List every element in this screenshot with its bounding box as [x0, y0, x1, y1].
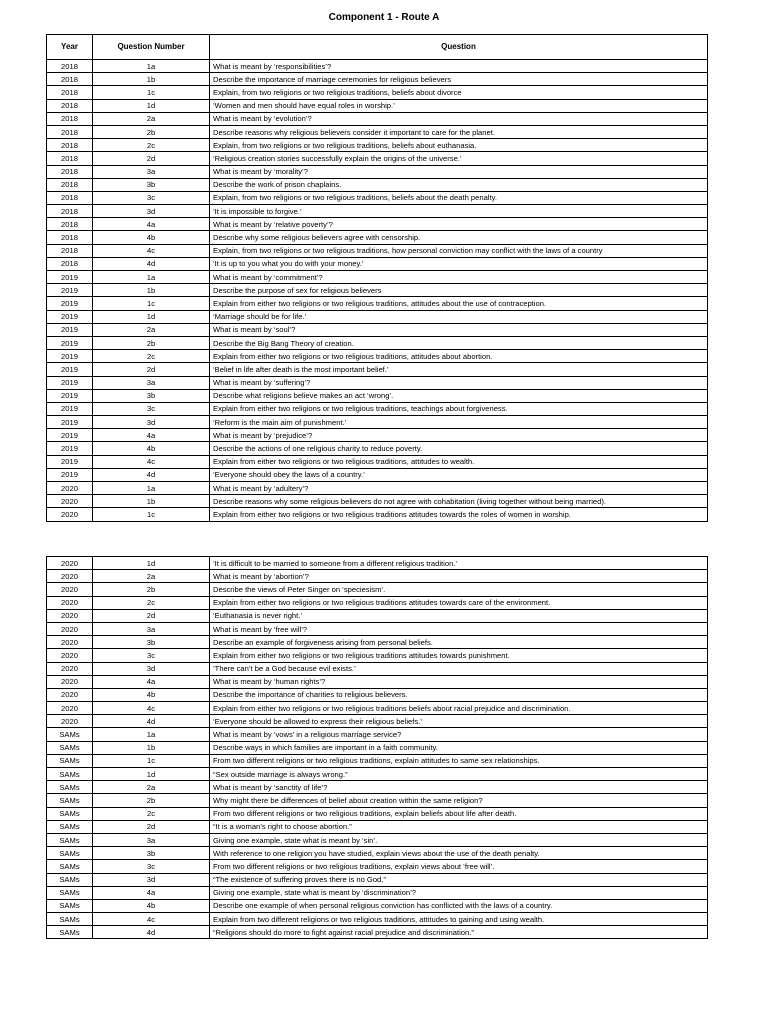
year-cell: 2020: [47, 622, 93, 635]
question-number-cell: 1b: [93, 495, 210, 508]
year-header: Year: [47, 35, 93, 60]
question-cell: Describe an example of forgiveness arising from personal beliefs.: [210, 636, 708, 649]
year-cell: 2019: [47, 416, 93, 429]
year-cell: 2018: [47, 231, 93, 244]
question-cell: ‘Marriage should be for life.’: [210, 310, 708, 323]
year-cell: SAMs: [47, 860, 93, 873]
table-row: [47, 297, 708, 310]
question-cell: “It is a woman’s right to choose abortion.”: [210, 820, 708, 833]
question-cell: From two different religions or two religious traditions, explain views about ‘free will’.: [210, 860, 708, 873]
question-cell: What is meant by ‘abortion’?: [210, 570, 708, 583]
table-row: [47, 73, 708, 86]
question-number-cell: 4d: [93, 257, 210, 270]
year-cell: 2018: [47, 125, 93, 138]
questions-table-2: [46, 556, 708, 939]
question-cell: “Religions should do more to fight against racial prejudice and discrimination.”: [210, 926, 708, 939]
question-number-cell: 4b: [93, 231, 210, 244]
question-number-cell: 2b: [93, 336, 210, 349]
table-row: [47, 231, 708, 244]
year-cell: 2020: [47, 675, 93, 688]
question-number-cell: 2d: [93, 363, 210, 376]
year-cell: 2020: [47, 596, 93, 609]
year-cell: SAMs: [47, 899, 93, 912]
table-row: [47, 622, 708, 635]
question-number-cell: 3b: [93, 178, 210, 191]
question-number-cell: 4a: [93, 675, 210, 688]
question-cell: What is meant by ‘vows’ in a religious marriage service?: [210, 728, 708, 741]
question-cell: Describe the purpose of sex for religious believers: [210, 284, 708, 297]
table-row: [47, 429, 708, 442]
table-row: [47, 257, 708, 270]
page-title: Component 1 - Route A: [328, 12, 440, 23]
year-cell: 2020: [47, 609, 93, 622]
year-cell: 2019: [47, 468, 93, 481]
question-cell: Explain from either two religions or two religious traditions attitudes towards the roles of women in worship.: [210, 508, 708, 521]
table-row: [47, 389, 708, 402]
year-cell: 2020: [47, 715, 93, 728]
table-row: [47, 833, 708, 846]
question-cell: Explain, from two religions or two religious traditions, beliefs about the death penalty.: [210, 191, 708, 204]
question-number-cell: 3a: [93, 165, 210, 178]
question-cell: What is meant by ‘evolution’?: [210, 112, 708, 125]
year-cell: 2020: [47, 688, 93, 701]
table-row: [47, 583, 708, 596]
year-cell: SAMs: [47, 873, 93, 886]
question-number-cell: 3c: [93, 402, 210, 415]
question-cell: Explain, from two religions or two religious traditions, how personal conviction may conflict with the laws of a country: [210, 244, 708, 257]
year-cell: 2018: [47, 205, 93, 218]
question-number-cell: 2d: [93, 609, 210, 622]
question-cell: Explain from two different religions or two religious traditions, attitudes to gaining and using wealth.: [210, 913, 708, 926]
question-cell: ‘It is up to you what you do with your money.’: [210, 257, 708, 270]
table-row: [47, 508, 708, 521]
table-row: [47, 363, 708, 376]
question-number-cell: 2a: [93, 781, 210, 794]
year-cell: SAMs: [47, 768, 93, 781]
table-row: [47, 860, 708, 873]
question-number-cell: 4d: [93, 926, 210, 939]
year-cell: 2019: [47, 442, 93, 455]
question-number-cell: 4b: [93, 899, 210, 912]
question-number-cell: 4a: [93, 218, 210, 231]
year-cell: 2018: [47, 139, 93, 152]
question-cell: Explain from either two religions or two religious traditions attitudes towards care of the environment.: [210, 596, 708, 609]
question-cell: Explain from either two religions or two religious traditions attitudes towards punishment.: [210, 649, 708, 662]
question-number-cell: 2a: [93, 323, 210, 336]
question-cell: Explain from either two religions or two religious traditions, attitudes to wealth.: [210, 455, 708, 468]
question-number-cell: 2b: [93, 125, 210, 138]
table-row: [47, 152, 708, 165]
year-cell: 2019: [47, 323, 93, 336]
table-row: [47, 495, 708, 508]
question-cell: From two different religions or two religious traditions, explain attitudes to same sex relationships.: [210, 754, 708, 767]
question-cell: What is meant by ‘commitment’?: [210, 271, 708, 284]
table-row: [47, 820, 708, 833]
year-cell: 2019: [47, 297, 93, 310]
question-number-cell: 1c: [93, 297, 210, 310]
question-number-cell: 2b: [93, 583, 210, 596]
question-number-cell: 3b: [93, 389, 210, 402]
table-row: [47, 781, 708, 794]
table-row: [47, 807, 708, 820]
question-number-cell: 3d: [93, 205, 210, 218]
question-number-cell: 3d: [93, 416, 210, 429]
year-cell: SAMs: [47, 913, 93, 926]
question-number-cell: 1b: [93, 741, 210, 754]
year-cell: 2020: [47, 482, 93, 495]
year-cell: 2019: [47, 376, 93, 389]
questions-table-1: [46, 34, 708, 522]
question-cell: ‘Everyone should be allowed to express their religious beliefs.’: [210, 715, 708, 728]
question-cell: Describe reasons why religious believers consider it important to care for the planet.: [210, 125, 708, 138]
question-number-cell: 3a: [93, 833, 210, 846]
year-cell: SAMs: [47, 820, 93, 833]
question-cell: What is meant by ‘human rights’?: [210, 675, 708, 688]
question-number-cell: 1a: [93, 60, 210, 73]
year-cell: 2018: [47, 165, 93, 178]
table-header-row: [47, 35, 708, 60]
question-cell: Describe reasons why some religious believers do not agree with cohabitation (living together without being married).: [210, 495, 708, 508]
question-cell: What is meant by ‘prejudice’?: [210, 429, 708, 442]
question-number-cell: 4c: [93, 244, 210, 257]
year-cell: 2018: [47, 244, 93, 257]
question-number-cell: 2b: [93, 794, 210, 807]
question-cell: Why might there be differences of belief about creation within the same religion?: [210, 794, 708, 807]
table-row: [47, 728, 708, 741]
table-row: [47, 662, 708, 675]
question-cell: ‘It is difficult to be married to someone from a different religious tradition.’: [210, 557, 708, 570]
question-number-cell: 1c: [93, 508, 210, 521]
question-number-cell: 2c: [93, 350, 210, 363]
question-number-cell: 3c: [93, 191, 210, 204]
year-cell: SAMs: [47, 847, 93, 860]
table-row: [47, 596, 708, 609]
question-number-header: Question Number: [93, 35, 210, 60]
table-row: [47, 675, 708, 688]
year-cell: SAMs: [47, 741, 93, 754]
question-number-cell: 4c: [93, 455, 210, 468]
year-cell: SAMs: [47, 807, 93, 820]
table-row: [47, 416, 708, 429]
question-cell: What is meant by ‘adultery’?: [210, 482, 708, 495]
year-cell: 2018: [47, 218, 93, 231]
table-row: [47, 926, 708, 939]
question-cell: Explain, from two religions or two religious traditions, beliefs about euthanasia.: [210, 139, 708, 152]
questions-table-1-body: [47, 60, 708, 522]
question-cell: Explain from either two religions or two religious traditions, attitudes about the use of contraception.: [210, 297, 708, 310]
question-number-cell: 2a: [93, 112, 210, 125]
year-cell: SAMs: [47, 794, 93, 807]
question-number-cell: 4b: [93, 688, 210, 701]
year-cell: 2020: [47, 570, 93, 583]
question-number-cell: 4a: [93, 429, 210, 442]
year-cell: 2020: [47, 662, 93, 675]
table-row: [47, 688, 708, 701]
question-number-cell: 3d: [93, 873, 210, 886]
question-cell: “Sex outside marriage is always wrong.”: [210, 768, 708, 781]
table-row: [47, 886, 708, 899]
question-number-cell: 4d: [93, 468, 210, 481]
year-cell: 2018: [47, 60, 93, 73]
question-number-cell: 2c: [93, 596, 210, 609]
year-cell: SAMs: [47, 926, 93, 939]
table-row: [47, 768, 708, 781]
question-cell: What is meant by ‘responsibilities’?: [210, 60, 708, 73]
table-row: [47, 913, 708, 926]
question-number-cell: 3c: [93, 860, 210, 873]
table-row: [47, 402, 708, 415]
year-cell: 2019: [47, 271, 93, 284]
question-number-cell: 1a: [93, 271, 210, 284]
question-number-cell: 1b: [93, 284, 210, 297]
table-row: [47, 271, 708, 284]
question-number-cell: 3b: [93, 636, 210, 649]
question-number-cell: 4a: [93, 886, 210, 899]
question-number-cell: 1c: [93, 754, 210, 767]
table-row: [47, 649, 708, 662]
question-cell: Describe the importance of charities to religious believers.: [210, 688, 708, 701]
table-row: [47, 323, 708, 336]
table-row: [47, 376, 708, 389]
question-cell: What is meant by ‘suffering’?: [210, 376, 708, 389]
table-row: [47, 125, 708, 138]
question-number-cell: 4d: [93, 715, 210, 728]
table-row: [47, 754, 708, 767]
table-row: [47, 468, 708, 481]
question-cell: Describe the Big Bang Theory of creation.: [210, 336, 708, 349]
question-number-cell: 3a: [93, 376, 210, 389]
year-cell: 2020: [47, 702, 93, 715]
question-cell: What is meant by ‘relative poverty’?: [210, 218, 708, 231]
year-cell: 2019: [47, 363, 93, 376]
question-number-cell: 2a: [93, 570, 210, 583]
year-cell: SAMs: [47, 833, 93, 846]
question-cell: Describe the work of prison chaplains.: [210, 178, 708, 191]
question-number-cell: 1a: [93, 728, 210, 741]
table-row: [47, 455, 708, 468]
question-number-cell: 3b: [93, 847, 210, 860]
question-cell: ‘It is impossible to forgive.’: [210, 205, 708, 218]
year-cell: 2020: [47, 495, 93, 508]
year-cell: SAMs: [47, 886, 93, 899]
question-number-cell: 3c: [93, 649, 210, 662]
table-row: [47, 336, 708, 349]
question-number-cell: 3d: [93, 662, 210, 675]
questions-table-2-body: [47, 557, 708, 939]
table-row: [47, 86, 708, 99]
question-cell: What is meant by ‘soul’?: [210, 323, 708, 336]
year-cell: 2018: [47, 86, 93, 99]
year-cell: 2018: [47, 112, 93, 125]
table-row: [47, 350, 708, 363]
question-cell: Describe why some religious believers agree with censorship.: [210, 231, 708, 244]
table-row: [47, 442, 708, 455]
table-row: [47, 715, 708, 728]
table-row: [47, 636, 708, 649]
question-number-cell: 2c: [93, 807, 210, 820]
question-cell: Describe what religions believe makes an act ‘wrong’.: [210, 389, 708, 402]
table-row: [47, 310, 708, 323]
question-cell: Explain from either two religions or two religious traditions, teachings about forgiveness.: [210, 402, 708, 415]
table-row: [47, 165, 708, 178]
year-cell: 2020: [47, 583, 93, 596]
table-row: [47, 873, 708, 886]
table-row: [47, 570, 708, 583]
question-cell: ‘Belief in life after death is the most important belief.’: [210, 363, 708, 376]
year-cell: 2019: [47, 455, 93, 468]
question-cell: With reference to one religion you have studied, explain views about the use of the death penalty.: [210, 847, 708, 860]
table-row: [47, 284, 708, 297]
table-row: [47, 205, 708, 218]
year-cell: 2019: [47, 389, 93, 402]
table-row: [47, 741, 708, 754]
question-cell: What is meant by ‘sanctity of life’?: [210, 781, 708, 794]
question-cell: Giving one example, state what is meant by ‘discrimination’?: [210, 886, 708, 899]
question-number-cell: 2d: [93, 152, 210, 165]
year-cell: SAMs: [47, 781, 93, 794]
question-cell: From two different religions or two religious traditions, explain beliefs about life after death.: [210, 807, 708, 820]
question-cell: ‘Religious creation stories successfully explain the origins of the universe.’: [210, 152, 708, 165]
question-cell: ‘Reform is the main aim of punishment.’: [210, 416, 708, 429]
table-row: [47, 244, 708, 257]
question-number-cell: 1d: [93, 310, 210, 323]
question-cell: ‘Euthanasia is never right.’: [210, 609, 708, 622]
year-cell: 2019: [47, 336, 93, 349]
question-header: Question: [210, 35, 708, 60]
question-number-cell: 4c: [93, 702, 210, 715]
question-number-cell: 2d: [93, 820, 210, 833]
question-cell: What is meant by ‘morality’?: [210, 165, 708, 178]
question-number-cell: 1d: [93, 768, 210, 781]
question-cell: Describe ways in which families are important in a faith community.: [210, 741, 708, 754]
year-cell: 2020: [47, 636, 93, 649]
question-number-cell: 1c: [93, 86, 210, 99]
table-row: [47, 99, 708, 112]
year-cell: 2018: [47, 191, 93, 204]
year-cell: 2020: [47, 557, 93, 570]
year-cell: 2019: [47, 350, 93, 363]
year-cell: 2018: [47, 257, 93, 270]
question-cell: ‘There can’t be a God because evil exists.’: [210, 662, 708, 675]
question-cell: Giving one example, state what is meant by ‘sin’.: [210, 833, 708, 846]
question-number-cell: 2c: [93, 139, 210, 152]
table-row: [47, 191, 708, 204]
year-cell: 2019: [47, 310, 93, 323]
year-cell: 2019: [47, 429, 93, 442]
year-cell: 2019: [47, 284, 93, 297]
year-cell: SAMs: [47, 728, 93, 741]
table-row: [47, 609, 708, 622]
table-row: [47, 60, 708, 73]
table-row: [47, 847, 708, 860]
year-cell: 2018: [47, 73, 93, 86]
table-row: [47, 178, 708, 191]
question-cell: ‘Everyone should obey the laws of a country.’: [210, 468, 708, 481]
question-number-cell: 1d: [93, 99, 210, 112]
table-row: [47, 702, 708, 715]
table-row: [47, 218, 708, 231]
question-cell: Describe the actions of one religious charity to reduce poverty.: [210, 442, 708, 455]
question-number-cell: 4c: [93, 913, 210, 926]
question-number-cell: 4b: [93, 442, 210, 455]
table-row: [47, 139, 708, 152]
year-cell: 2020: [47, 649, 93, 662]
table-row: [47, 557, 708, 570]
year-cell: 2020: [47, 508, 93, 521]
question-cell: Explain, from two religions or two religious traditions, beliefs about divorce: [210, 86, 708, 99]
question-cell: Describe one example of when personal religious conviction has conflicted with the laws of a country.: [210, 899, 708, 912]
question-cell: What is meant by ‘free will’?: [210, 622, 708, 635]
question-cell: Describe the views of Peter Singer on ‘speciesism’.: [210, 583, 708, 596]
question-number-cell: 1b: [93, 73, 210, 86]
question-cell: Explain from either two religions or two religious traditions beliefs about racial prejudice and discrimination.: [210, 702, 708, 715]
question-cell: ‘Women and men should have equal roles in worship.’: [210, 99, 708, 112]
question-number-cell: 3a: [93, 622, 210, 635]
question-number-cell: 1a: [93, 482, 210, 495]
question-cell: Describe the importance of marriage ceremonies for religious believers: [210, 73, 708, 86]
year-cell: SAMs: [47, 754, 93, 767]
question-number-cell: 1d: [93, 557, 210, 570]
question-cell: “The existence of suffering proves there is no God.”: [210, 873, 708, 886]
year-cell: 2018: [47, 99, 93, 112]
table-row: [47, 794, 708, 807]
table-row: [47, 482, 708, 495]
year-cell: 2018: [47, 178, 93, 191]
year-cell: 2019: [47, 402, 93, 415]
table-row: [47, 899, 708, 912]
table-row: [47, 112, 708, 125]
question-cell: Explain from either two religions or two religious traditions, attitudes about abortion.: [210, 350, 708, 363]
year-cell: 2018: [47, 152, 93, 165]
